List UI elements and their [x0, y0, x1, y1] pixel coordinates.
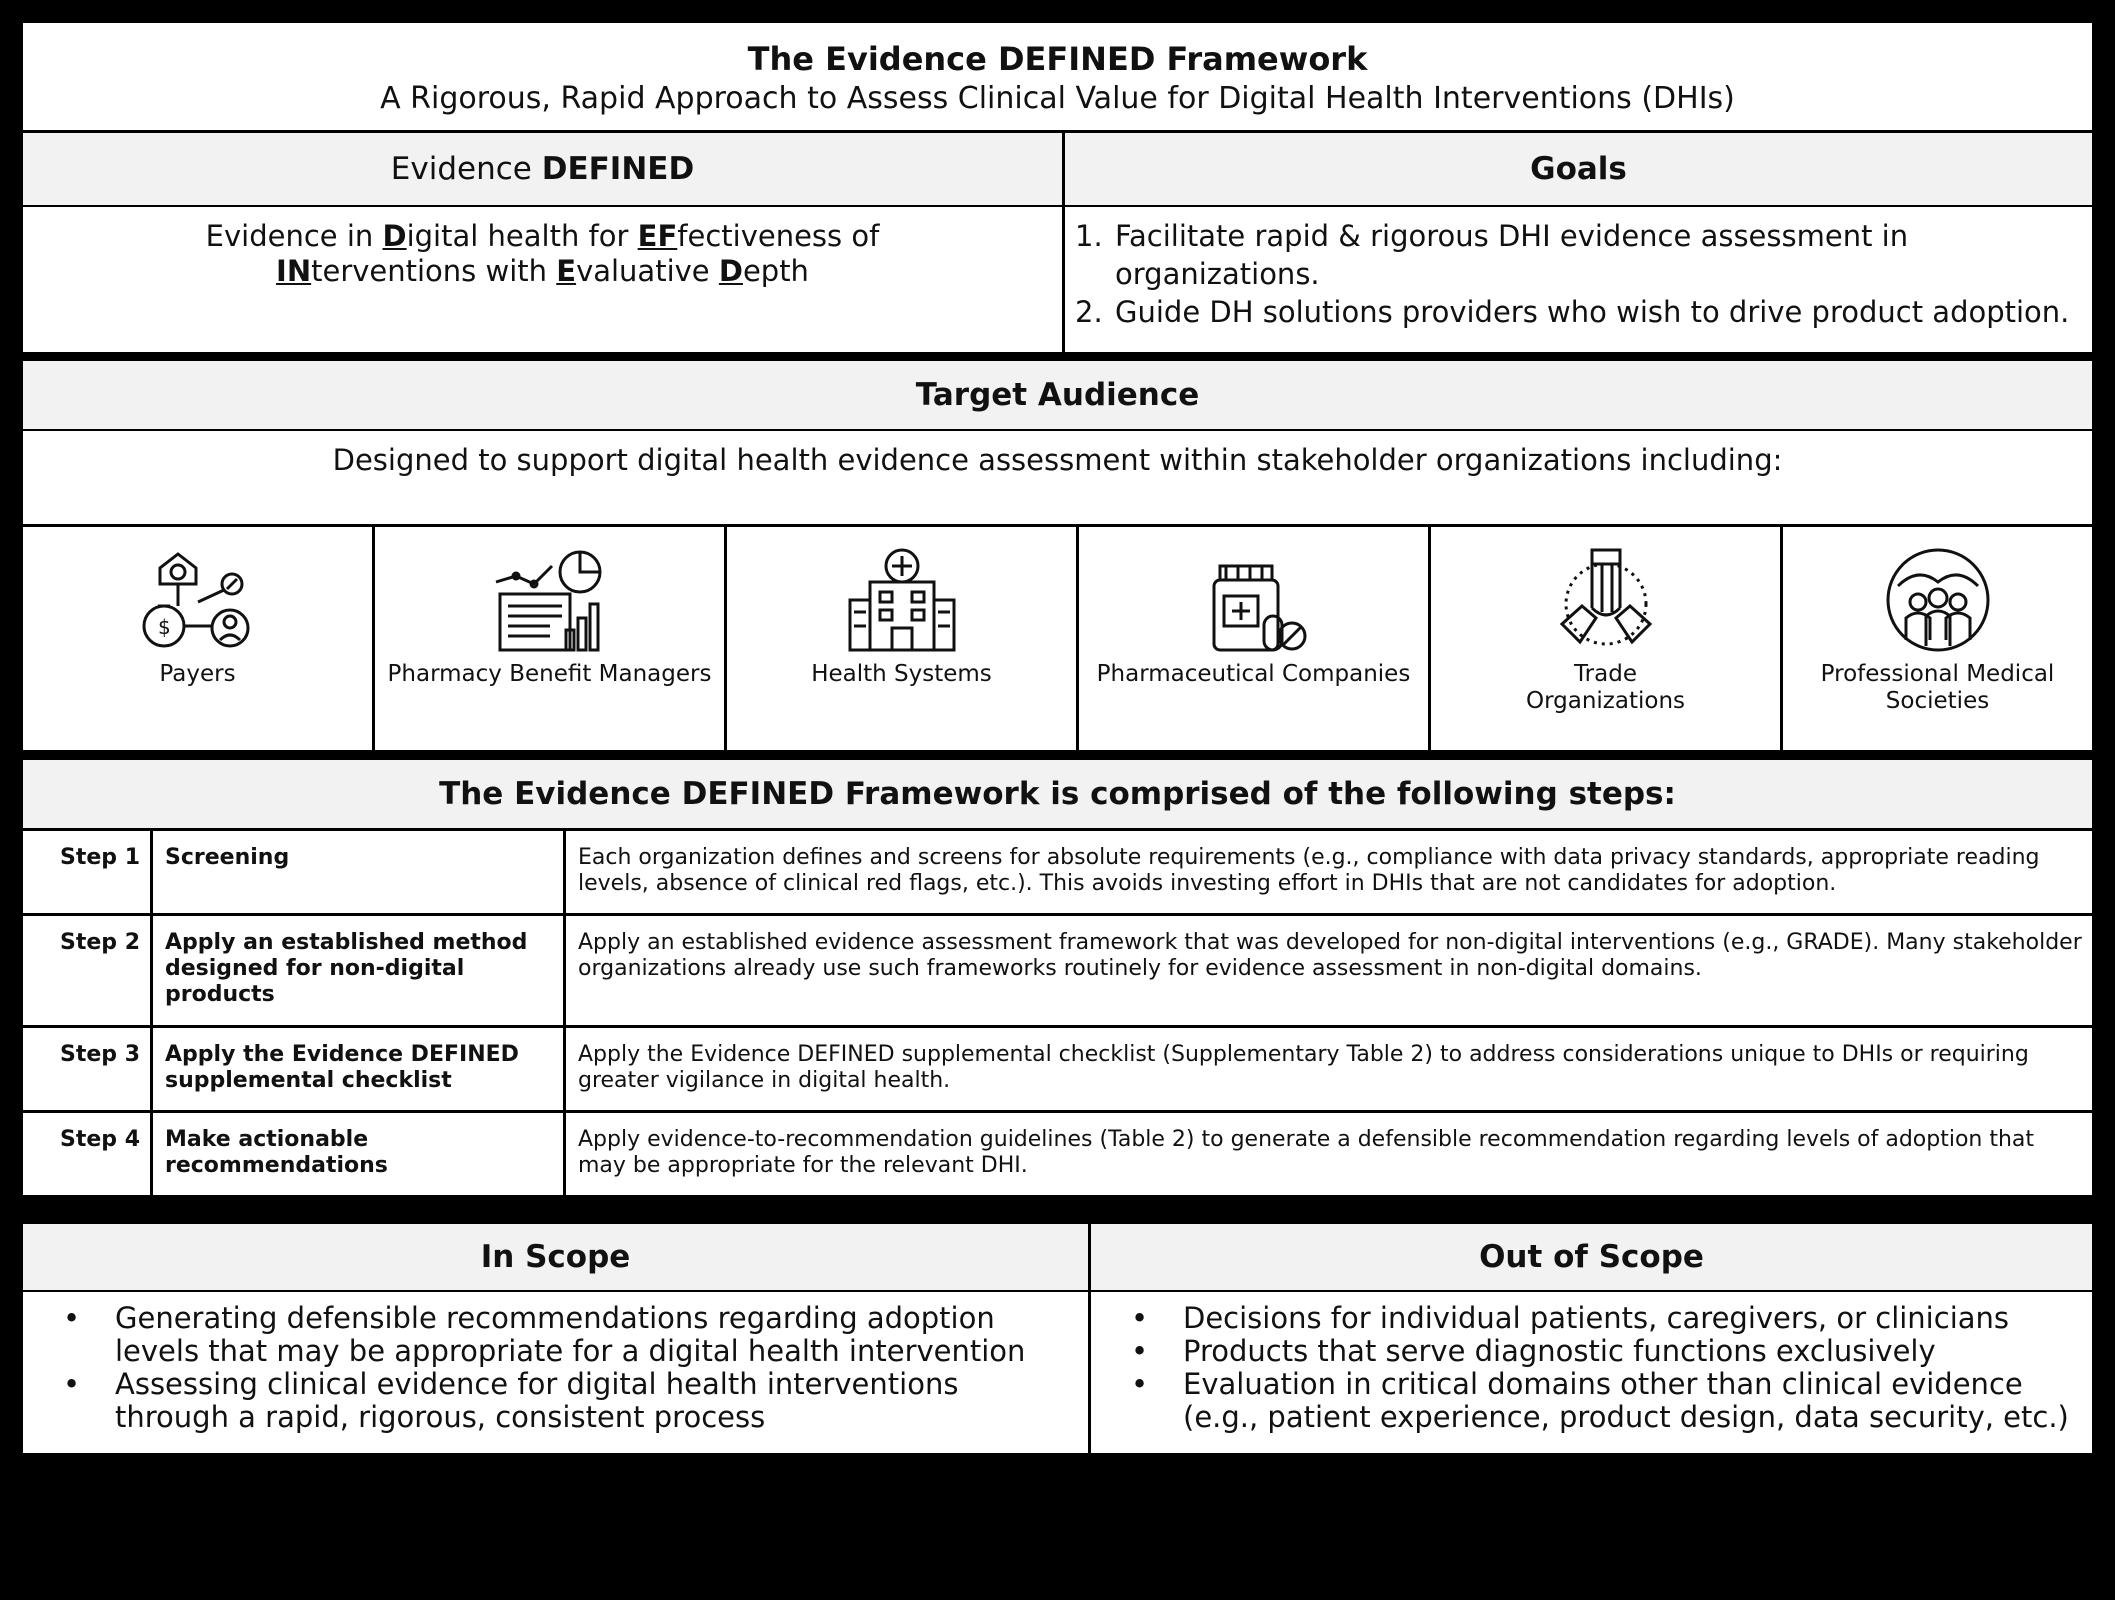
in-scope-list: [23, 1292, 1088, 1434]
payers-icon: [128, 541, 268, 661]
table-row: [22, 915, 2094, 1027]
page-subtitle: A Rigorous, Rapid Approach to Assess Clinical Value for Digital Health Interventions (DHIs): [380, 81, 1735, 116]
audience-label: Pharmaceutical Companies: [1096, 661, 1411, 687]
out-scope-list: [1091, 1292, 2092, 1434]
step-description: Apply evidence-to-recommendation guidelines (Table 2) to generate a defensible recommendation regarding levels of adoption that may be appropriate for the relevant DHI.: [565, 1112, 2094, 1197]
step-number: Step 2: [22, 915, 152, 1027]
step-title: Make actionable recommendations: [152, 1112, 565, 1197]
globe-people-icon: [1868, 541, 2008, 661]
steps-heading: The Evidence DEFINED Framework is comprised of the following steps:: [23, 760, 2092, 828]
audience-heading: Target Audience: [23, 361, 2092, 431]
hospital-icon: [832, 541, 972, 661]
chart-report-icon: [480, 541, 620, 661]
goals-list: [1065, 207, 2092, 331]
defined-goals-grid: [23, 133, 2092, 352]
svg-text:$: $: [157, 615, 171, 639]
hands-together-icon: [1536, 541, 1676, 661]
goals-heading: Goals: [1065, 133, 2092, 207]
step-number: Step 4: [22, 1112, 152, 1197]
audience-groups: [23, 527, 2092, 750]
step-description: Apply an established evidence assessment framework that was developed for non-digital interventions (e.g., GRADE). Many stakeholder organizations already use such frameworks routinely for evidence assessment in non-digital domains.: [565, 915, 2094, 1027]
defined-heading: Evidence DEFINED: [23, 133, 1062, 207]
table-row: [22, 1112, 2094, 1197]
step-title: Apply the Evidence DEFINED supplemental checklist: [152, 1027, 565, 1112]
step-number: Step 3: [22, 1027, 152, 1112]
goals-column: [1065, 133, 2092, 352]
in-scope-column: [23, 1224, 1091, 1453]
audience-panel: [20, 358, 2095, 753]
goal-item: 2. Guide DH solutions providers who wish to drive product adoption.: [1075, 295, 2070, 329]
out-scope-column: [1091, 1224, 2092, 1453]
defined-column: [23, 133, 1065, 352]
list-item: • Decisions for individual patients, caregivers, or clinicians: [1183, 1302, 2082, 1335]
step-title: Screening: [152, 830, 565, 915]
in-scope-heading: In Scope: [23, 1224, 1088, 1292]
audience-payers: [23, 527, 375, 750]
step-description: Apply the Evidence DEFINED supplemental checklist (Supplementary Table 2) to address considerations unique to DHIs or requiring greater vigilance in digital health.: [565, 1027, 2094, 1112]
medicine-bottle-icon: [1184, 541, 1324, 661]
title-panel: [20, 20, 2095, 355]
out-scope-heading: Out of Scope: [1091, 1224, 2092, 1292]
audience-pbm: [375, 527, 727, 750]
page-title: The Evidence DEFINED Framework: [747, 40, 1368, 78]
list-item: • Assessing clinical evidence for digital health interventions through a rapid, rigorous, consistent process: [115, 1368, 1078, 1434]
goal-item: 1. Facilitate rapid & rigorous DHI evidence assessment in organizations.: [1075, 219, 1909, 291]
title-block: [23, 23, 2092, 133]
audience-trade: [1431, 527, 1783, 750]
audience-label: Trade Organizations: [1525, 661, 1686, 714]
list-item: • Evaluation in critical domains other than clinical evidence (e.g., patient experience, product design, data security, etc.): [1183, 1368, 2082, 1434]
steps-table: [20, 828, 2095, 1198]
list-item: • Generating defensible recommendations regarding adoption levels that may be appropriate for a digital health intervention: [115, 1302, 1078, 1368]
audience-intro: Designed to support digital health evidence assessment within stakeholder organizations including:: [23, 431, 2092, 527]
defined-acronym: Evidence in Digital health for EFfectiveness of INterventions with Evaluative Depth: [205, 219, 880, 288]
audience-label: Health Systems: [811, 661, 992, 687]
table-row: [22, 1027, 2094, 1112]
step-description: Each organization defines and screens for absolute requirements (e.g., compliance with data privacy standards, appropriate reading levels, absence of clinical red flags, etc.). This avoids investing effort in DHIs that are not candidates for adoption.: [565, 830, 2094, 915]
audience-societies: [1783, 527, 2092, 750]
table-row: [22, 830, 2094, 915]
step-number: Step 1: [22, 830, 152, 915]
steps-panel: [20, 757, 2095, 1195]
step-title: Apply an established method designed for non-digital products: [152, 915, 565, 1027]
list-item: • Products that serve diagnostic functions exclusively: [1183, 1335, 2082, 1368]
audience-label: Professional Medical Societies: [1820, 661, 2055, 714]
audience-pharma: [1079, 527, 1431, 750]
audience-health-systems: [727, 527, 1079, 750]
audience-label: Pharmacy Benefit Managers: [387, 661, 712, 687]
scope-grid: [23, 1224, 2092, 1453]
scope-panel: [20, 1221, 2095, 1456]
audience-label: Payers: [159, 661, 236, 687]
